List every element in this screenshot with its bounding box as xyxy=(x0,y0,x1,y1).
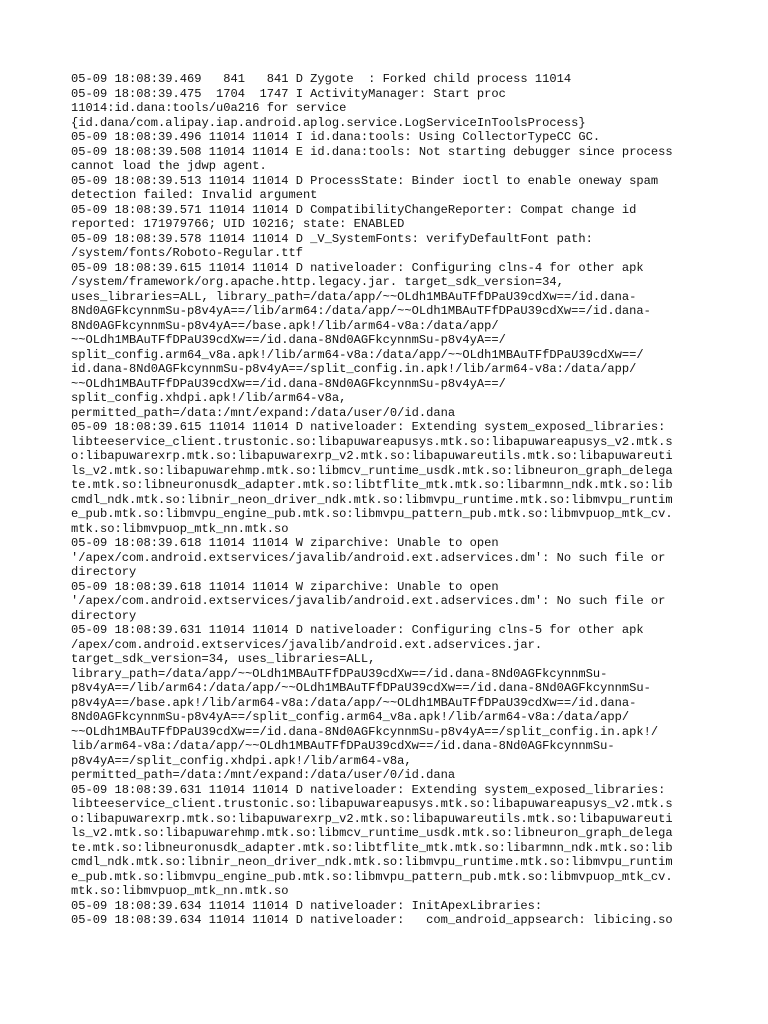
log-line: mtk.so:libmvpuop_mtk_nn.mtk.so xyxy=(71,884,289,898)
log-line: /system/framework/org.apache.http.legacy.jar. target_sdk_version=34, xyxy=(71,275,564,289)
log-line: 05-09 18:08:39.508 11014 11014 E id.dana:tools: Not starting debugger since process xyxy=(71,144,673,159)
log-line: '/apex/com.android.extservices/javalib/android.ext.adservices.dm': No such file or xyxy=(71,550,666,565)
log-line: ~~OLdh1MBAuTFfDPaU39cdXw==/id.dana-8Nd0AGFkcynnmSu-p8v4yA==/ xyxy=(71,376,506,391)
log-line: p8v4yA==/lib/arm64:/data/app/~~OLdh1MBAuTFfDPaU39cdXw==/id.dana-8Nd0AGFkcynnmSu- xyxy=(71,681,651,695)
log-line: target_sdk_version=34, uses_libraries=ALL, xyxy=(71,652,376,666)
log-line: ~~OLdh1MBAuTFfDPaU39cdXw==/id.dana-8Nd0AGFkcynnmSu-p8v4yA==/ xyxy=(71,333,506,347)
log-line: 05-09 18:08:39.571 11014 11014 D CompatibilityChangeReporter: Compat change id xyxy=(71,202,637,217)
log-line: uses_libraries=ALL, library_path=/data/app/~~OLdh1MBAuTFfDPaU39cdXw==/id.dana- xyxy=(71,289,637,304)
log-line: library_path=/data/app/~~OLdh1MBAuTFfDPaU39cdXw==/id.dana-8Nd0AGFkcynnmSu- xyxy=(71,666,608,681)
log-line: 05-09 18:08:39.513 11014 11014 D ProcessState: Binder ioctl to enable oneway spam xyxy=(71,173,659,188)
log-line: lib/arm64-v8a:/data/app/~~OLdh1MBAuTFfDPaU39cdXw==/id.dana-8Nd0AGFkcynnmSu- xyxy=(71,739,615,753)
log-line: cannot load the jdwp agent. xyxy=(71,159,267,173)
log-line: 8Nd0AGFkcynnmSu-p8v4yA==/split_config.arm64_v8a.apk!/lib/arm64-v8a:/data/app/ xyxy=(71,710,630,724)
log-line: 05-09 18:08:39.475 1704 1747 I ActivityManager: Start proc xyxy=(71,86,506,101)
log-line: /system/fonts/Roboto-Regular.ttf xyxy=(71,246,303,260)
log-line: o:libapuwarexrp.mtk.so:libapuwarexrp_v2.mtk.so:libapuwareutils.mtk.so:libapuwareuti xyxy=(71,811,673,826)
log-line: reported: 171979766; UID 10216; state: ENABLED xyxy=(71,217,405,231)
log-line: 05-09 18:08:39.618 11014 11014 W ziparchive: Unable to open xyxy=(71,579,499,594)
log-line: libteeservice_client.trustonic.so:libapuwareapusys.mtk.so:libapuwareapusys_v2.mtk.s xyxy=(71,797,673,811)
log-line: split_config.arm64_v8a.apk!/lib/arm64-v8a:/data/app/~~OLdh1MBAuTFfDPaU39cdXw==/ xyxy=(71,347,644,362)
log-line: detection failed: Invalid argument xyxy=(71,188,318,202)
log-line: permitted_path=/data:/mnt/expand:/data/user/0/id.dana xyxy=(71,405,456,420)
log-line: directory xyxy=(71,565,137,579)
log-line: 05-09 18:08:39.615 11014 11014 D nativeloader: Extending system_exposed_libraries: xyxy=(71,420,666,434)
log-line: ~~OLdh1MBAuTFfDPaU39cdXw==/id.dana-8Nd0AGFkcynnmSu-p8v4yA==/split_config.in.apk!/ xyxy=(71,724,659,739)
log-line: te.mtk.so:libneuronusdk_adapter.mtk.so:libtflite_mtk.mtk.so:libarmnn_ndk.mtk.so:lib xyxy=(71,478,673,492)
log-line: 05-09 18:08:39.496 11014 11014 I id.dana:tools: Using CollectorTypeCC GC. xyxy=(71,130,601,144)
log-line: 05-09 18:08:39.634 11014 11014 D nativeloader: InitApexLibraries: xyxy=(71,898,543,913)
log-line: '/apex/com.android.extservices/javalib/android.ext.adservices.dm': No such file or xyxy=(71,594,666,608)
log-line: p8v4yA==/base.apk!/lib/arm64-v8a:/data/app/~~OLdh1MBAuTFfDPaU39cdXw==/id.dana- xyxy=(71,695,637,710)
log-line: e_pub.mtk.so:libmvpu_engine_pub.mtk.so:libmvpu_pattern_pub.mtk.so:libmvpuop_mtk_cv. xyxy=(71,869,673,884)
log-line: id.dana-8Nd0AGFkcynnmSu-p8v4yA==/split_config.in.apk!/lib/arm64-v8a:/data/app/ xyxy=(71,362,637,376)
log-body xyxy=(71,72,701,928)
log-line: directory xyxy=(71,608,137,623)
log-line: 05-09 18:08:39.634 11014 11014 D nativeloader: com_android_appsearch: libicing.so xyxy=(71,913,673,927)
log-line: 11014:id.dana:tools/u0a216 for service xyxy=(71,101,347,115)
log-line: libteeservice_client.trustonic.so:libapuwareapusys.mtk.so:libapuwareapusys_v2.mtk.s xyxy=(71,434,673,449)
log-line: 05-09 18:08:39.618 11014 11014 W ziparchive: Unable to open xyxy=(71,536,499,550)
log-line: p8v4yA==/split_config.xhdpi.apk!/lib/arm64-v8a, xyxy=(71,753,412,768)
log-page xyxy=(71,72,701,928)
log-line: 05-09 18:08:39.631 11014 11014 D nativeloader: Extending system_exposed_libraries: xyxy=(71,782,666,797)
log-line: 05-09 18:08:39.578 11014 11014 D _V_SystemFonts: verifyDefaultFont path: xyxy=(71,231,593,246)
log-line: 8Nd0AGFkcynnmSu-p8v4yA==/base.apk!/lib/arm64-v8a:/data/app/ xyxy=(71,318,499,333)
log-line: 05-09 18:08:39.631 11014 11014 D nativeloader: Configuring clns-5 for other apk xyxy=(71,623,644,637)
log-line: split_config.xhdpi.apk!/lib/arm64-v8a, xyxy=(71,391,347,405)
log-line: te.mtk.so:libneuronusdk_adapter.mtk.so:libtflite_mtk.mtk.so:libarmnn_ndk.mtk.so:lib xyxy=(71,840,673,855)
log-line: 05-09 18:08:39.615 11014 11014 D nativeloader: Configuring clns-4 for other apk xyxy=(71,260,644,275)
log-line: permitted_path=/data:/mnt/expand:/data/user/0/id.dana xyxy=(71,768,456,782)
log-line: /apex/com.android.extservices/javalib/android.ext.adservices.jar. xyxy=(71,637,543,652)
log-line: {id.dana/com.alipay.iap.android.aplog.service.LogServiceInToolsProcess} xyxy=(71,115,586,130)
log-line: 05-09 18:08:39.469 841 841 D Zygote : Forked child process 11014 xyxy=(71,72,572,86)
log-line: mtk.so:libmvpuop_mtk_nn.mtk.so xyxy=(71,521,289,536)
log-line: ls_v2.mtk.so:libapuwarehmp.mtk.so:libmcv_runtime_usdk.mtk.so:libneuron_graph_delega xyxy=(71,463,673,478)
log-line: cmdl_ndk.mtk.so:libnir_neon_driver_ndk.mtk.so:libmvpu_runtime.mtk.so:libmvpu_runtim xyxy=(71,855,673,869)
log-line: e_pub.mtk.so:libmvpu_engine_pub.mtk.so:libmvpu_pattern_pub.mtk.so:libmvpuop_mtk_cv. xyxy=(71,507,673,521)
log-line: cmdl_ndk.mtk.so:libnir_neon_driver_ndk.mtk.so:libmvpu_runtime.mtk.so:libmvpu_runtim xyxy=(71,492,673,507)
log-line: 8Nd0AGFkcynnmSu-p8v4yA==/lib/arm64:/data/app/~~OLdh1MBAuTFfDPaU39cdXw==/id.dana- xyxy=(71,304,651,318)
log-line: ls_v2.mtk.so:libapuwarehmp.mtk.so:libmcv_runtime_usdk.mtk.so:libneuron_graph_delega xyxy=(71,826,673,840)
log-line: o:libapuwarexrp.mtk.so:libapuwarexrp_v2.mtk.so:libapuwareutils.mtk.so:libapuwareuti xyxy=(71,449,673,463)
